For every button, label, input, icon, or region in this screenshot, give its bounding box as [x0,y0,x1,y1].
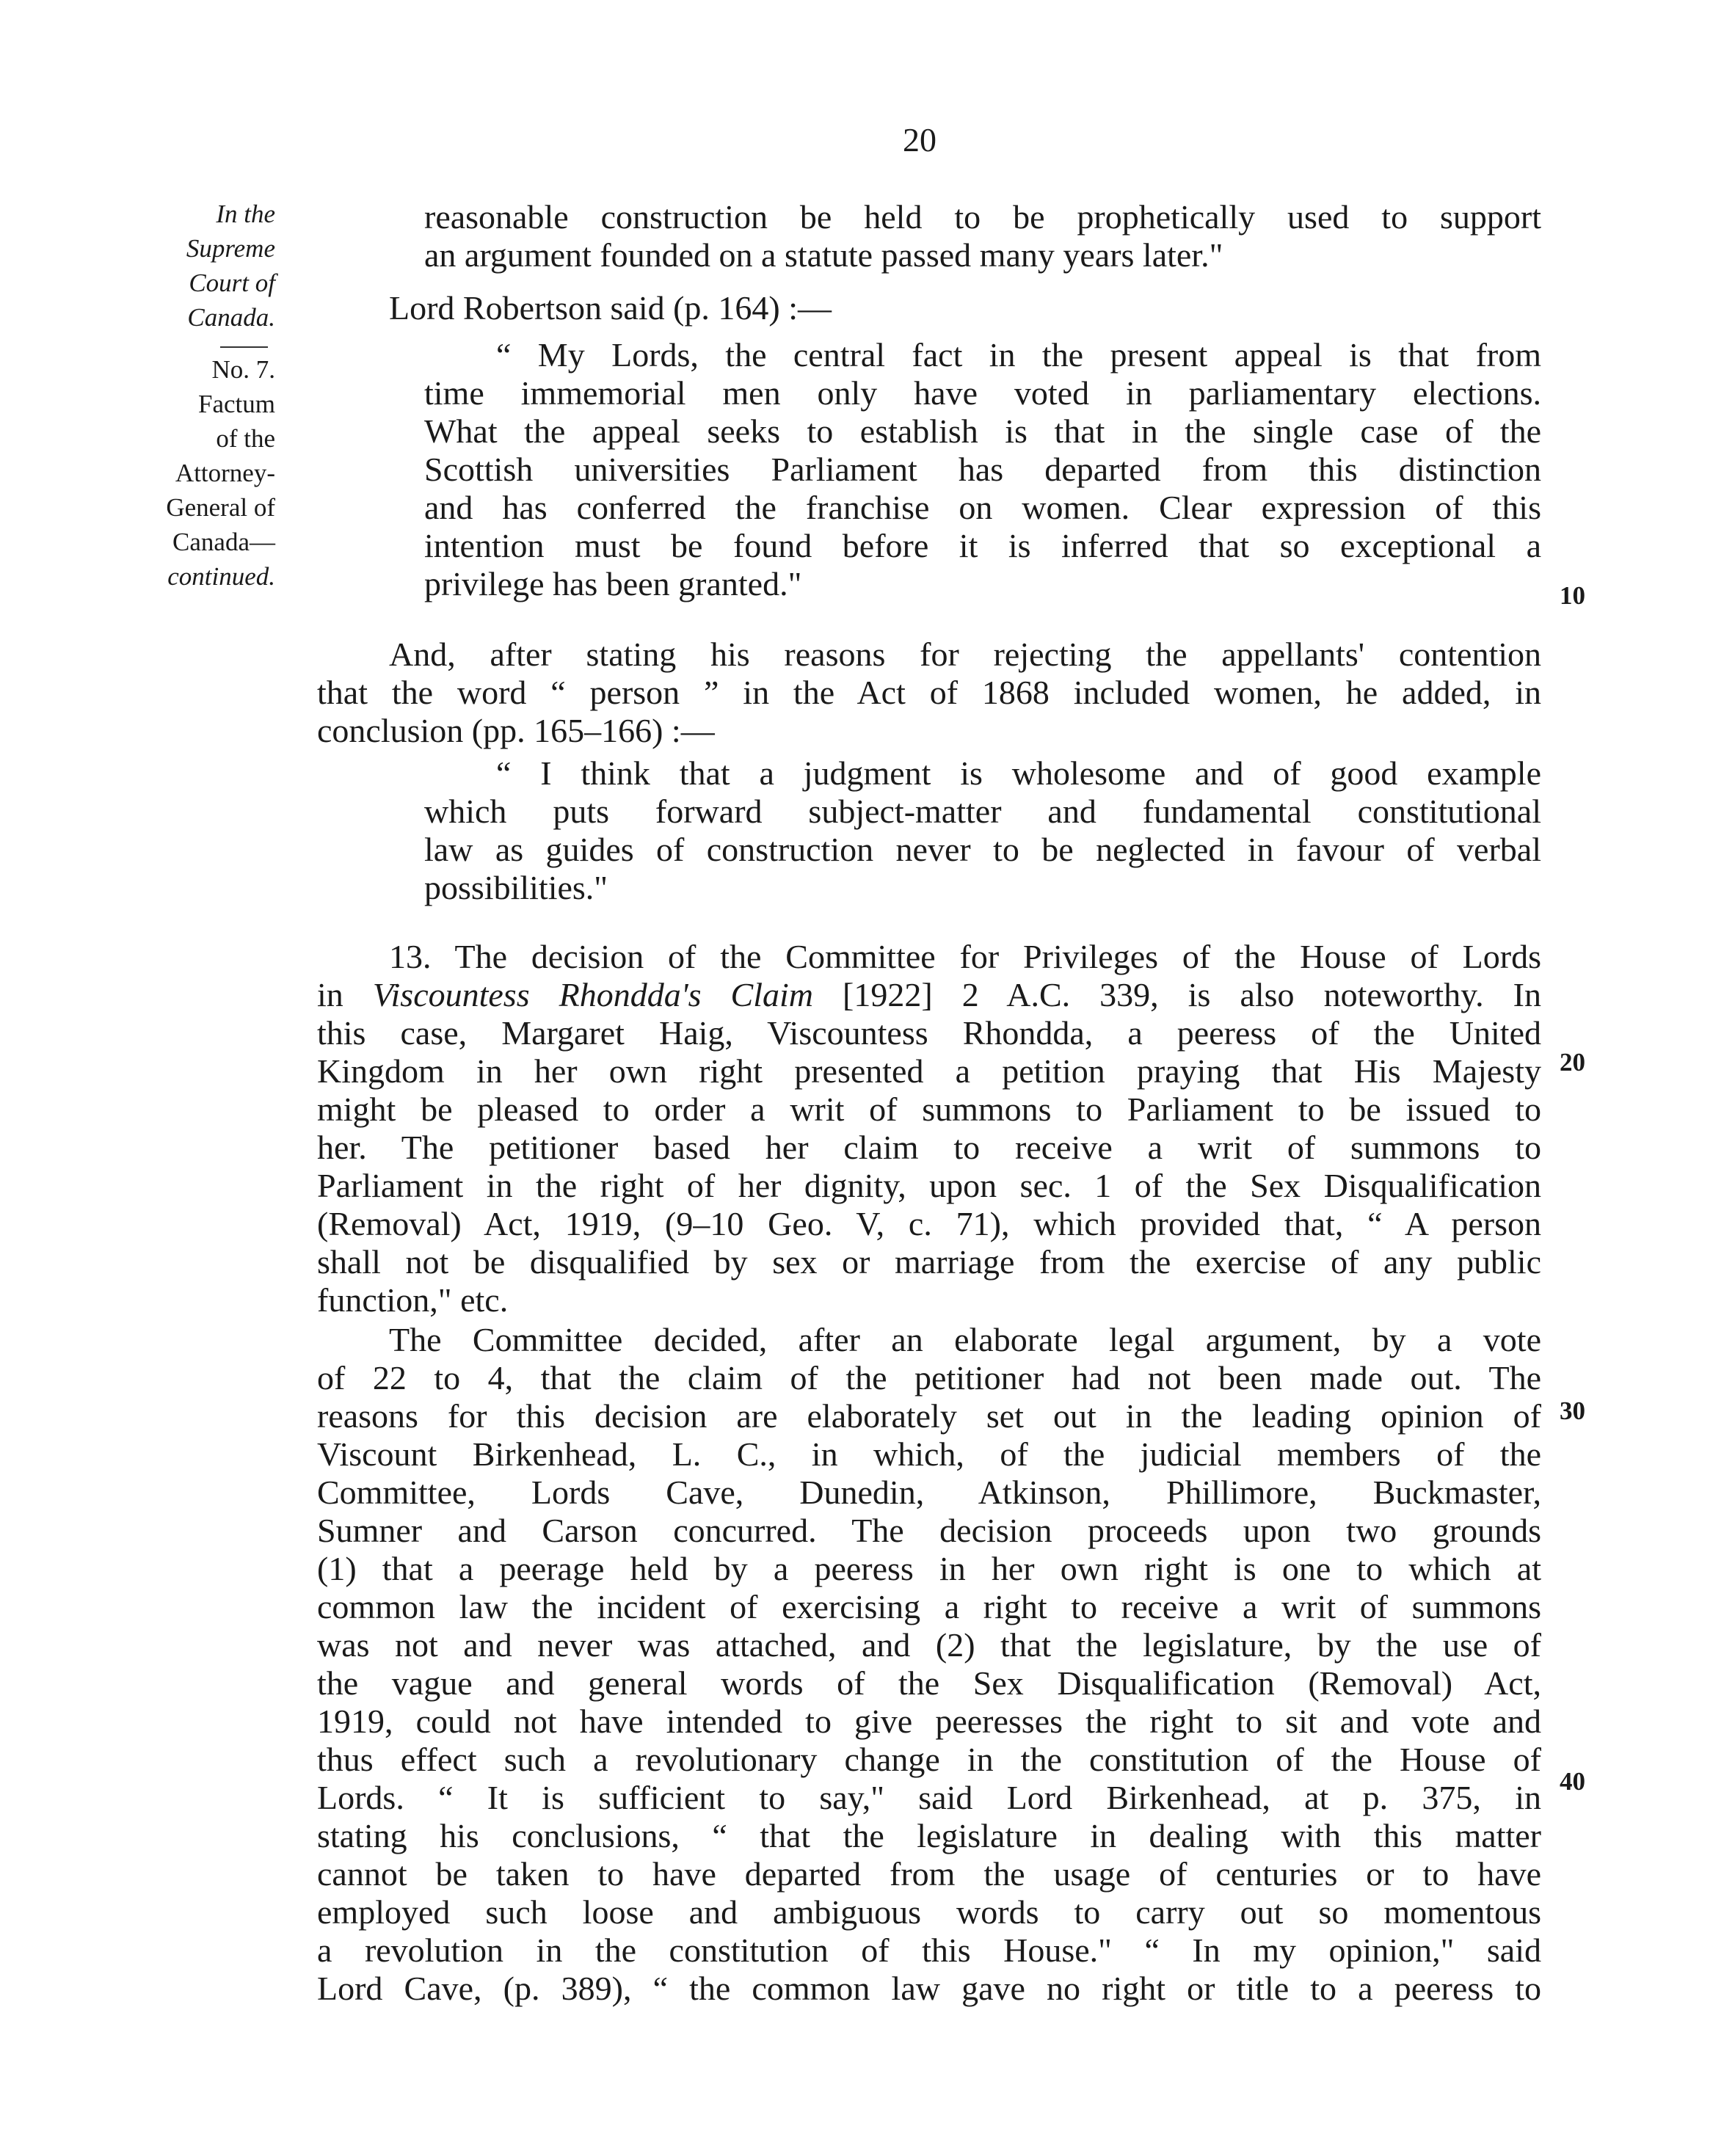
text-line: might be pleased to order a writ of summons to Parliament to be issued to [317,1090,1541,1128]
text-line: privilege has been granted." [424,565,802,602]
text-line: Committee, Lords Cave, Dunedin, Atkinson, Phillimore, Buckmaster, [317,1474,1541,1511]
text-line: which puts forward subject-matter and fundamental constitutional [424,793,1541,830]
page-number: 20 [903,121,936,159]
text-line: reasons for this decision are elaborately set out in the leading opinion of [317,1397,1541,1435]
text-line: of 22 to 4, that the claim of the petitioner had not been made out. The [317,1359,1541,1396]
text-line: “ I think that a judgment is wholesome and of good example [496,754,1541,792]
text-line: Viscount Birkenhead, L. C., in which, of the judicial members of the [317,1435,1541,1473]
text-line: cannot be taken to have departed from the usage of centuries or to have [317,1855,1541,1893]
text-line: and has conferred the franchise on women. Clear expression of this [424,489,1541,526]
line-number: 20 [1560,1048,1585,1077]
text-line: stating his conclusions, “ that the legislature in dealing with this matter [317,1817,1541,1854]
robertson-quote [424,336,1541,603]
text-run: in [317,976,373,1013]
paragraph-committee [317,1321,1541,2008]
text-line: Kingdom in her own right presented a petition praying that His Majesty [317,1052,1541,1090]
text-line: “ My Lords, the central fact in the present appeal is that from [496,336,1541,374]
conclusion-quote [424,754,1541,907]
text-line: was not and never was attached, and (2) that the legislature, by the use of [317,1626,1541,1664]
text-line: reasonable construction be held to be prophetically used to support [424,198,1541,236]
text-line: And, after stating his reasons for rejecting the appellants' contention [389,635,1541,673]
text-line: that the word “ person ” in the Act of 1868 included women, he added, in [317,674,1541,711]
text-line: shall not be disqualified by sex or marriage from the exercise of any public [317,1243,1541,1281]
margin-note [110,197,275,594]
text-line: Parliament in the right of her dignity, upon sec. 1 of the Sex Disqualification [317,1167,1541,1204]
text-line: time immemorial men only have voted in parliamentary elections. [424,374,1541,412]
line-number: 10 [1560,581,1585,610]
margin-doc-line: General of [166,493,275,522]
margin-doc-line: Attorney- [175,459,275,487]
margin-court-line: In the [216,200,275,228]
line-number: 40 [1560,1767,1585,1796]
text-line: What the appeal seeks to establish is that in the single case of the [424,412,1541,450]
paragraph-after-quote [317,635,1541,750]
text-line: Lords. “ It is sufficient to say," said Lord Birkenhead, at p. 375, in [317,1779,1541,1816]
margin-doc-line: Factum [198,390,275,418]
text-line: an argument founded on a statute passed many years later." [424,236,1223,274]
text-line [317,976,1541,1014]
margin-court-line: Supreme [186,234,275,263]
line-number: 30 [1560,1396,1585,1425]
text-line: employed such loose and ambiguous words to carry out so momentous [317,1893,1541,1931]
text-line: 1919, could not have intended to give peeresses the right to sit and vote and [317,1702,1541,1740]
text-line: a revolution in the constitution of this House." “ In my opinion," said [317,1931,1541,1969]
text-line: The Committee decided, after an elaborate legal argument, by a vote [389,1321,1541,1358]
text-run: [1922] 2 A.C. 339, is also noteworthy. In [813,976,1541,1013]
text-line: Scottish universities Parliament has departed from this distinction [424,451,1541,488]
text-line: this case, Margaret Haig, Viscountess Rhondda, a peeress of the United [317,1014,1541,1052]
margin-continued: continued. [167,562,275,591]
text-line: her. The petitioner based her claim to receive a writ of summons to [317,1129,1541,1166]
paragraph-13 [317,938,1541,1319]
text-line: possibilities." [424,869,608,906]
text-line: law as guides of construction never to be neglected in favour of verbal [424,831,1541,868]
text-line: Sumner and Carson concurred. The decision proceeds upon two grounds [317,1512,1541,1549]
text-line: (1) that a peerage held by a peeress in her own right is one to which at [317,1550,1541,1587]
margin-doc-line: No. 7. [211,355,275,384]
text-line: the vague and general words of the Sex Disqualification (Removal) Act, [317,1664,1541,1702]
text-line: thus effect such a revolutionary change in the constitution of the House of [317,1741,1541,1778]
text-line: intention must be found before it is inferred that so exceptional a [424,527,1541,564]
robertson-intro: Lord Robertson said (p. 164) :— [389,289,832,327]
quote-continuation [424,198,1541,274]
case-name: Viscountess Rhondda's Claim [372,976,813,1013]
margin-court-line: Court of [189,269,275,297]
text-line: common law the incident of exercising a right to receive a writ of summons [317,1588,1541,1625]
text-line: Lord Cave, (p. 389), “ the common law gave no right or title to a peeress to [317,1970,1541,2007]
text-line: 13. The decision of the Committee for Privileges of the House of Lords [389,938,1541,975]
text-line: function," etc. [317,1281,509,1319]
text-line: (Removal) Act, 1919, (9–10 Geo. V, c. 71), which provided that, “ A person [317,1205,1541,1242]
margin-court-line: Canada. [187,303,275,332]
text-line: conclusion (pp. 165–166) :— [317,712,715,749]
margin-divider [220,346,268,348]
margin-doc-line: Canada— [172,528,275,556]
margin-doc-line: of the [216,424,275,453]
